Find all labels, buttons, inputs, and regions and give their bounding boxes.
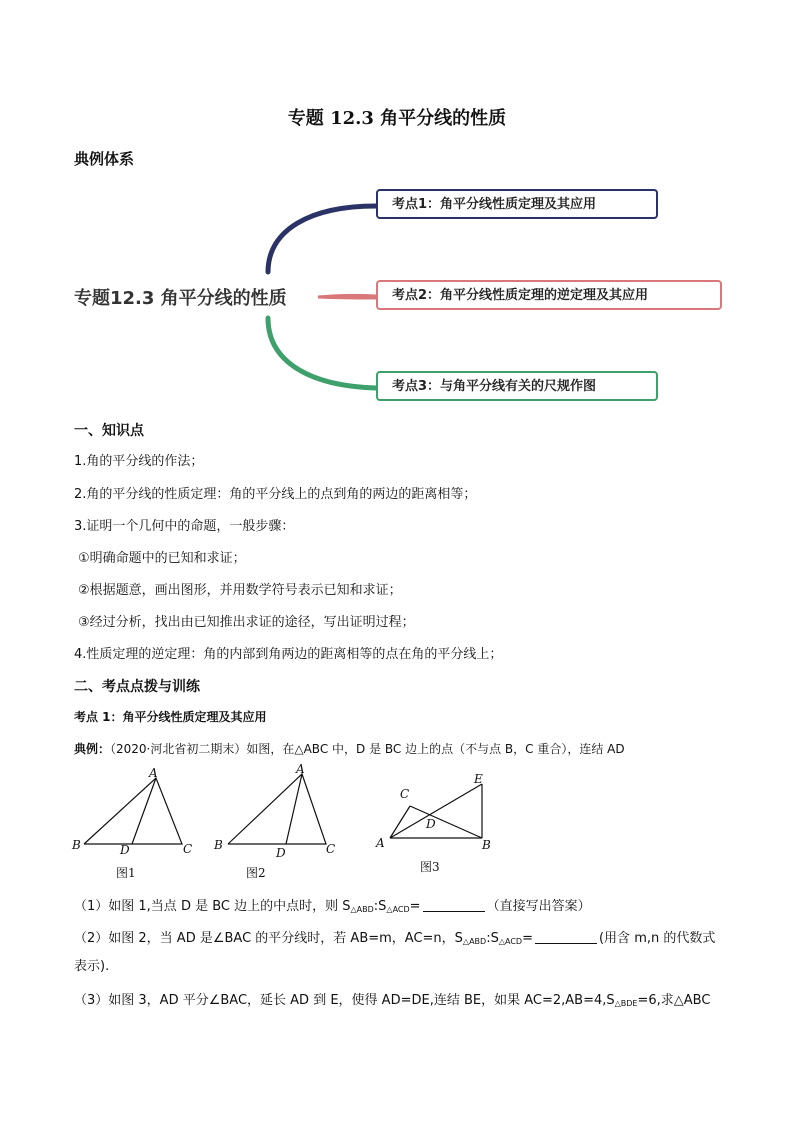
figure-2 [228, 774, 326, 844]
knowledge-item: 2.角的平分线的性质定理：角的平分线上的点到角的两边的距离相等； [74, 487, 477, 502]
fig2-caption: 图2 [246, 866, 266, 880]
fig3-point-d: D [426, 817, 436, 831]
training-heading: 二、考点点拨与训练 [74, 679, 200, 695]
mindmap-point-2: 考点2：角平分线性质定理的逆定理及其应用 [376, 280, 722, 310]
question-2-cont: 表示). [74, 959, 110, 974]
fig2-point-a: A [296, 762, 305, 776]
answer-blank[interactable] [535, 931, 597, 944]
fig1-point-b: B [72, 838, 81, 852]
question-1: （1）如图 1,当点 D 是 BC 边上的中点时，则 $S_{\triangle ABD}:S_{\triangle ACD}=$ （直接写出答案） [74, 899, 591, 914]
fig1-point-c: C [183, 842, 193, 856]
connector-point2 [318, 295, 376, 298]
example-label: 典例： [74, 742, 111, 756]
fig2-point-c: C [326, 842, 336, 856]
mindmap-center-topic: 专题12.3 角平分线的性质 [74, 288, 287, 309]
example-text: （2020·河北省初二期末）如图，在△ABC 中，D 是 BC 边上的点（不与点 B，C 重合），连结 AD [110, 742, 625, 756]
section-examples-heading: 典例体系 [74, 150, 135, 168]
knowledge-item: 1.角的平分线的作法； [74, 454, 204, 469]
fig3-point-e: E [474, 772, 483, 786]
fig1-caption: 图1 [116, 866, 136, 880]
mindmap-point-1: 考点1：角平分线性质定理及其应用 [376, 189, 658, 219]
fig1-point-a: A [149, 766, 158, 780]
knowledge-heading: 一、知识点 [74, 423, 144, 439]
fig3-caption: 图3 [420, 860, 440, 874]
knowledge-item: ②根据题意，画出图形，并用数学符号表示已知和求证； [78, 583, 402, 598]
page-title: 专题 12.3 角平分线的性质 [287, 108, 507, 129]
fig3-point-a: A [376, 836, 385, 850]
fig1-point-d: D [120, 843, 130, 857]
fig3-point-b: B [482, 838, 491, 852]
question-2: （2）如图 2，当 AD 是∠BAC 的平分线时，若 AB=m，AC=n，$S_{\triangle ABD}:S_{\triangle ACD}=$ (用含 m,n 的代数式 [74, 931, 716, 946]
knowledge-item: 4.性质定理的逆定理：角的内部到角两边的距离相等的点在角的平分线上； [74, 647, 503, 662]
fig3-point-c: C [400, 787, 410, 801]
mindmap-point-3: 考点3：与角平分线有关的尺规作图 [376, 371, 658, 401]
connector-point1 [268, 206, 376, 272]
figure-1 [84, 778, 182, 844]
fig2-point-d: D [276, 846, 286, 860]
connector-point3 [268, 318, 376, 388]
knowledge-item: ①明确命题中的已知和求证； [78, 551, 246, 566]
answer-blank[interactable] [423, 899, 485, 912]
fig2-point-b: B [214, 838, 223, 852]
point1-heading: 考点 1：角平分线性质定理及其应用 [74, 710, 267, 724]
knowledge-item: 3.证明一个几何中的命题，一般步骤： [74, 519, 295, 534]
question-3: （3）如图 3，AD 平分∠BAC，延长 AD 到 E，使得 AD=DE,连结 BE，如果 $AC=2,AB=4,S_{\triangle BDE}=6$,求△ABC [74, 993, 711, 1008]
knowledge-item: ③经过分析，找出由已知推出求证的途径，写出证明过程； [78, 615, 415, 630]
example-line [74, 740, 625, 758]
